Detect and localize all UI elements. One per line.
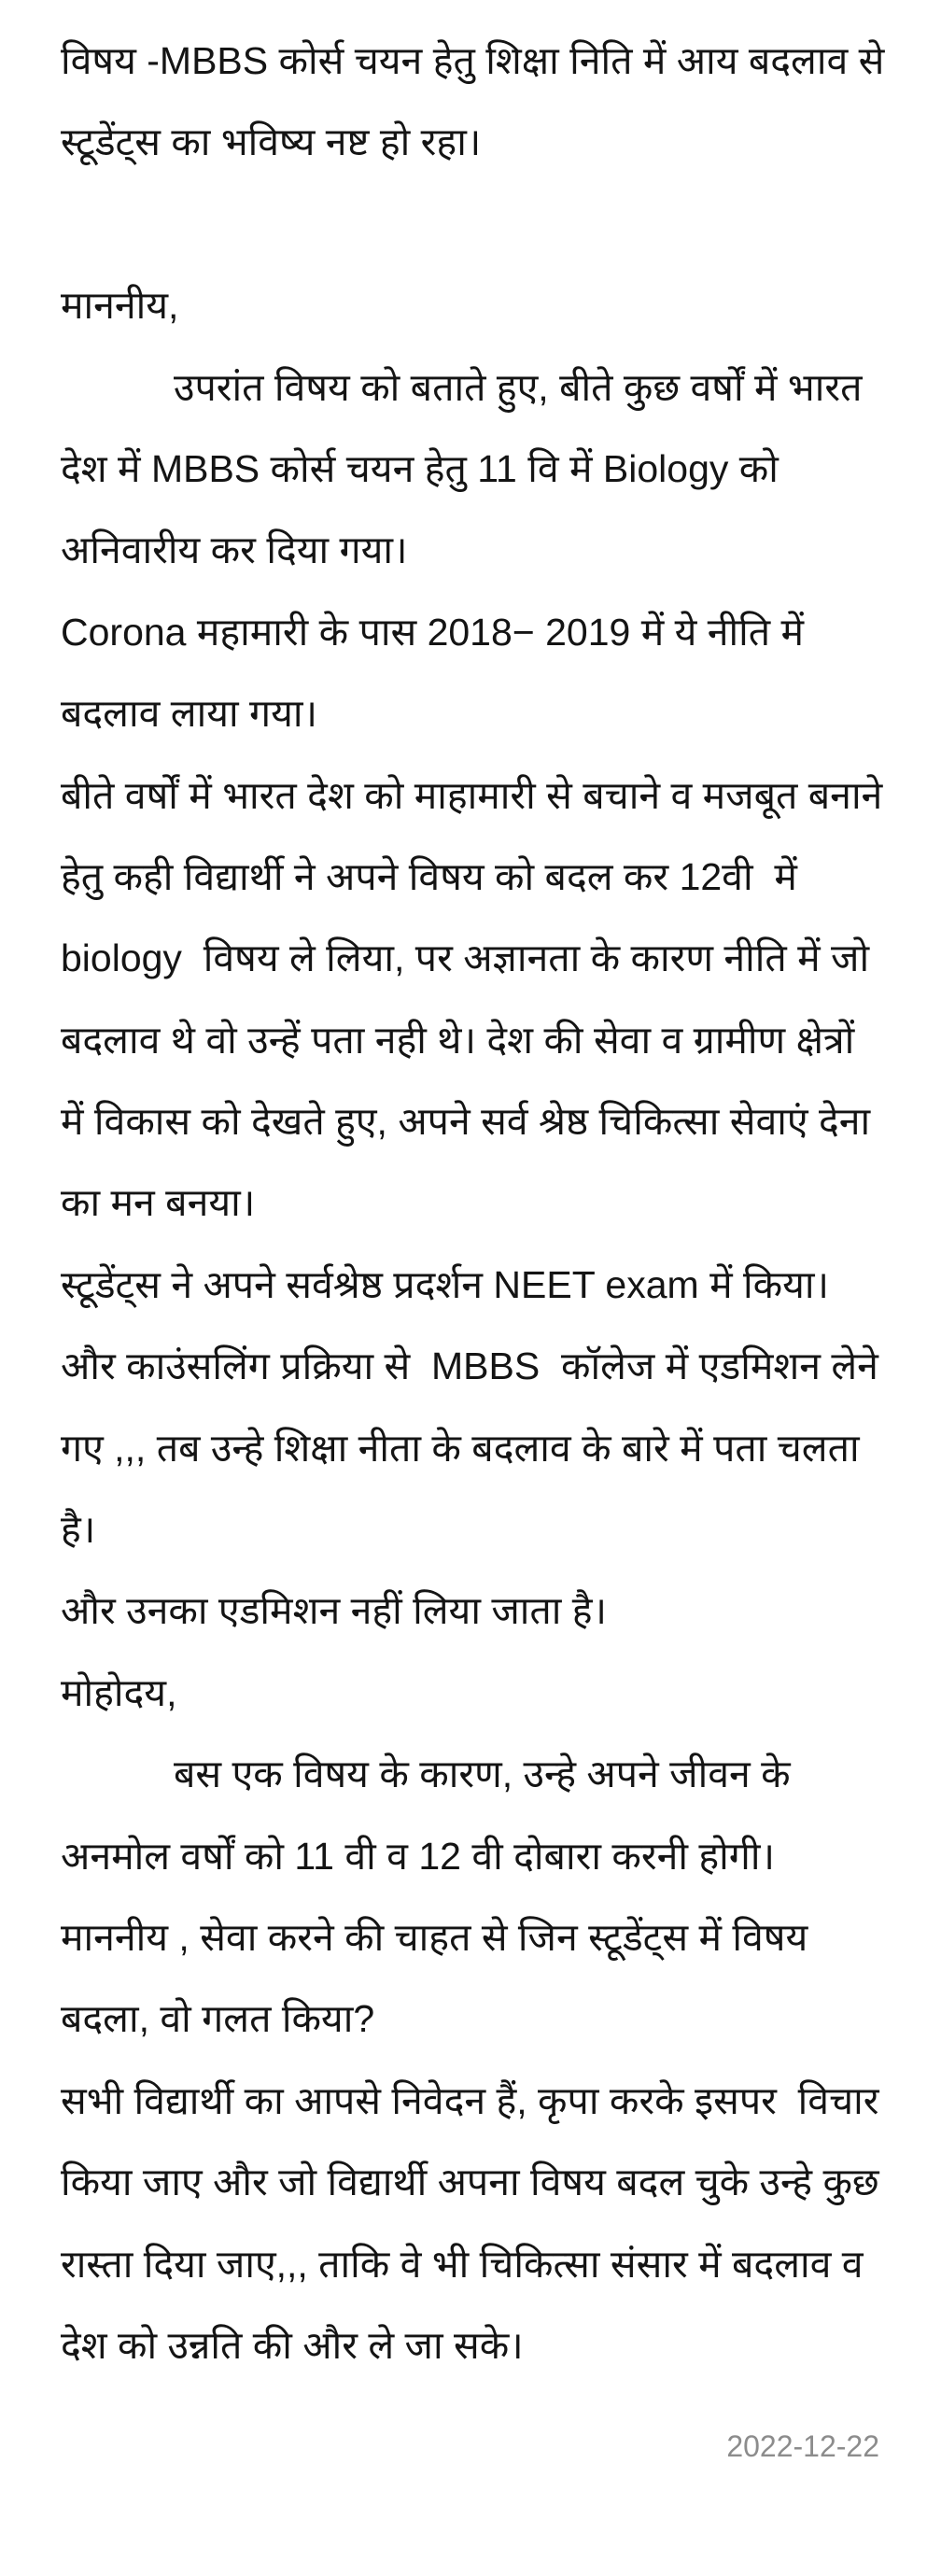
text-line: मोहोदय, bbox=[61, 1670, 177, 1714]
text-line: सभी विद्यार्थी का आपसे निवेदन हैं, कृपा करके इसपर विचार bbox=[61, 2078, 879, 2122]
text-line: बीते वर्षों में भारत देश को माहामारी से बचाने व मजबूत बनाने bbox=[61, 773, 883, 817]
text-line: हेतु कही विद्यार्थी ने अपने विषय को बदल कर 12वी में bbox=[61, 854, 797, 898]
text-line: बदलाव लाया गया। bbox=[61, 692, 318, 736]
text-line: biology विषय ले लिया, पर अज्ञानता के कारण नीति में जो bbox=[61, 936, 870, 980]
text-line: गए ,,, तब उन्हे शिक्षा नीता के बदलाव के बारे में पता चलता bbox=[61, 1426, 860, 1470]
blank-line bbox=[61, 184, 913, 265]
text-line: स्टूडेंट्स का भविष्य नष्ट हो रहा। bbox=[61, 120, 482, 164]
text-line: स्टूडेंट्स ने अपने सर्वश्रेष्ठ प्रदर्शन NEET exam में किया। bbox=[61, 1262, 830, 1306]
text-line: का मन बनया। bbox=[61, 1181, 256, 1225]
text-line: किया जाए और जो विद्यार्थी अपना विषय बदल चुके उन्हे कुछ bbox=[61, 2161, 879, 2204]
text-line: उपरांत विषय को बताते हुए, बीते कुछ वर्षों में भारत bbox=[174, 365, 863, 409]
text-line: बस एक विषय के कारण, उन्हे अपने जीवन के bbox=[174, 1753, 791, 1796]
text-line: में विकास को देखते हुए, अपने सर्व श्रेष्ठ चिकित्सा सेवाएं देना bbox=[61, 1100, 871, 1144]
text-line: अनमोल वर्षों को 11 वी व 12 वी दोबारा करनी होगी। bbox=[61, 1834, 776, 1878]
text-line: देश में MBBS कोर्स चयन हेतु 11 वि में Biology को bbox=[61, 446, 779, 490]
text-line: माननीय, bbox=[61, 284, 179, 328]
text-line: और काउंसलिंग प्रक्रिया से MBBS कॉलेज में एडमिशन लेने bbox=[61, 1344, 878, 1388]
text-line: बदला, वो गलत किया? bbox=[61, 1997, 375, 2041]
date-stamp: 2022-12-22 bbox=[726, 2429, 879, 2464]
text-line: विषय -MBBS कोर्स चयन हेतु शिक्षा निति में आय बदलाव से bbox=[61, 39, 885, 82]
text-line: Corona महामारी के पास 2018− 2019 में ये नीति में bbox=[61, 610, 805, 654]
text-line: और उनका एडमिशन नहीं लिया जाता है। bbox=[61, 1589, 608, 1633]
text-line: माननीय , सेवा करने की चाहत से जिन स्टूडेंट्स में विषय bbox=[61, 1915, 808, 1959]
text-line: अनिवारीय कर दिया गया। bbox=[61, 528, 408, 572]
text-line: बदलाव थे वो उन्हें पता नही थे। देश की सेवा व ग्रामीण क्षेत्रों bbox=[61, 1018, 855, 1062]
text-line: है। bbox=[61, 1508, 96, 1552]
text-line: देश को उन्नति की और ले जा सके। bbox=[61, 2323, 524, 2367]
text-line: रास्ता दिया जाए,,, ताकि वे भी चिकित्सा संसार में बदलाव व bbox=[61, 2242, 864, 2286]
